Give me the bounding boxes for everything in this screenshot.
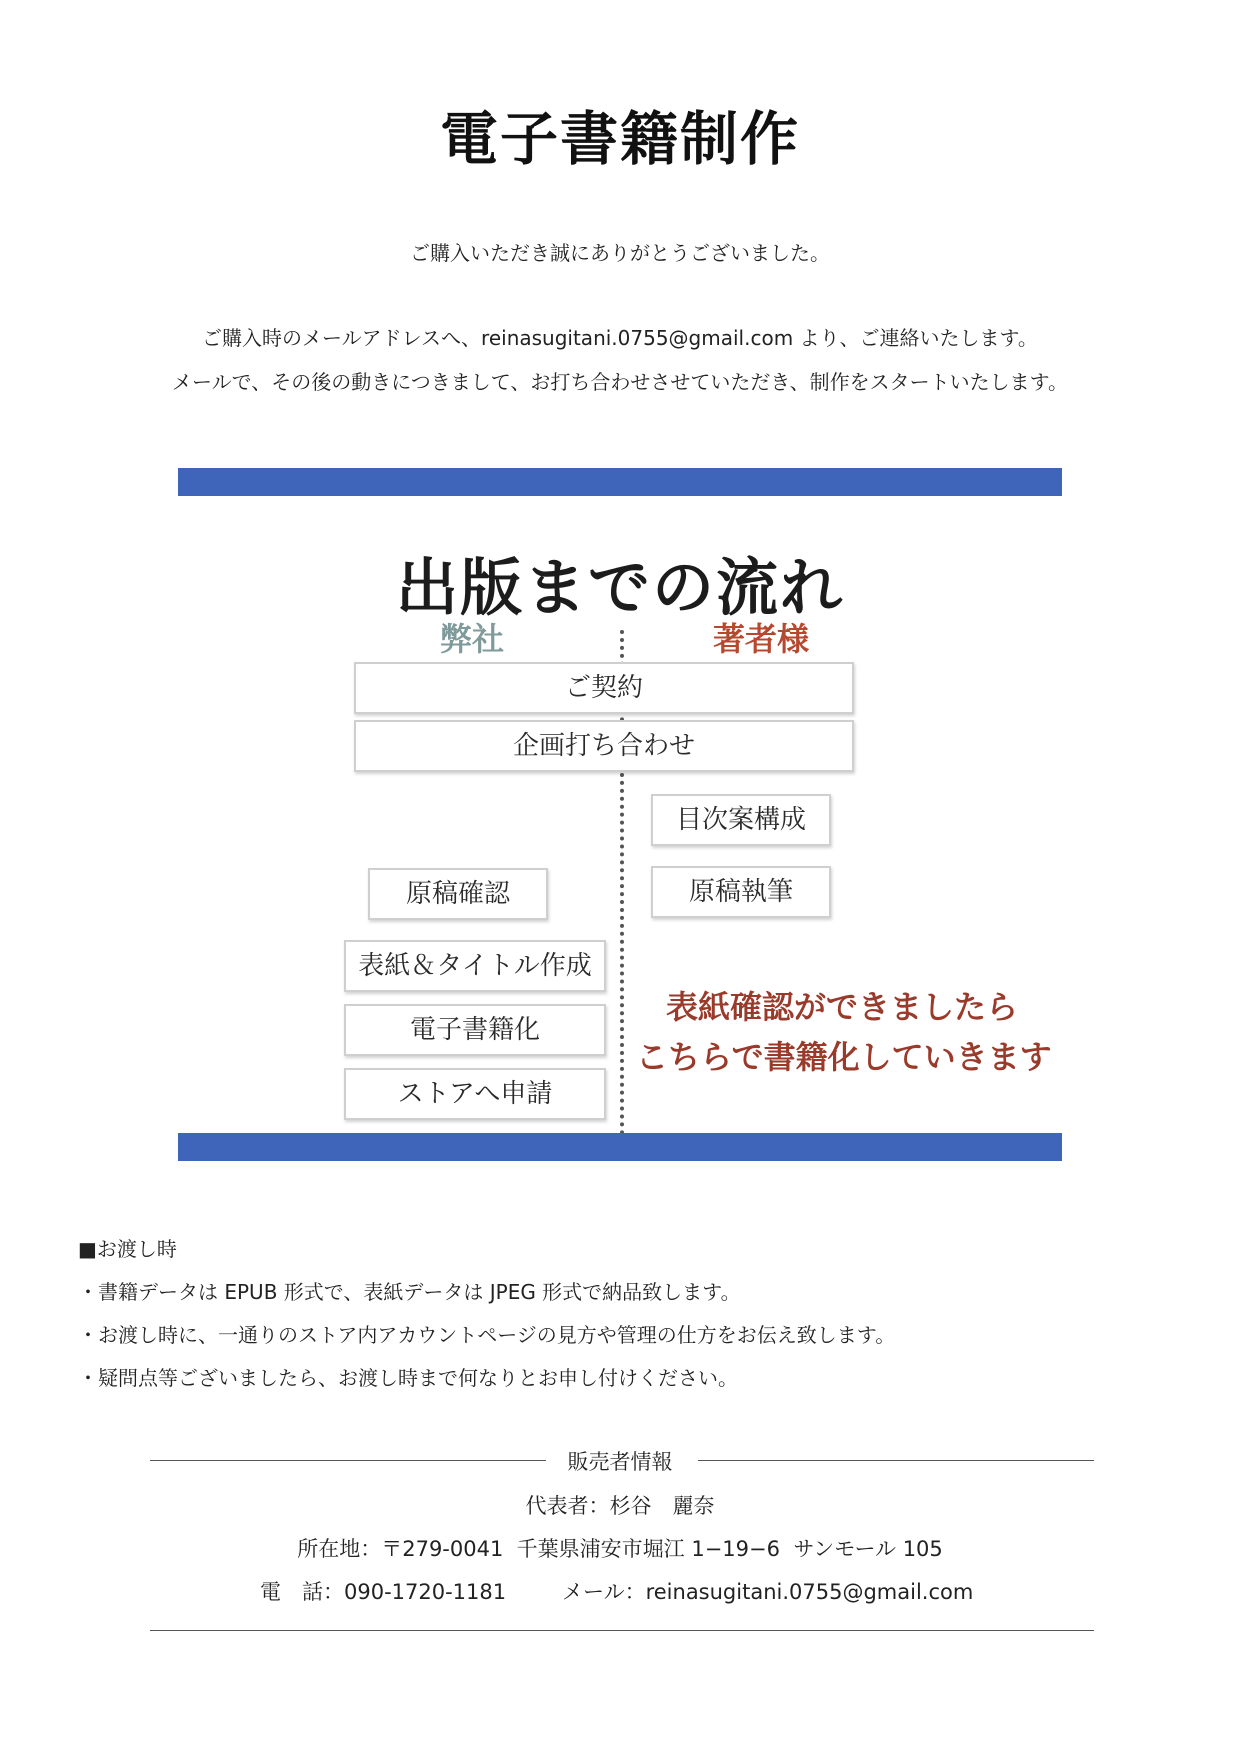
intro-line-2: メールで、その後の動きにつきまして、お打ち合わせさせていただき、制作をスタートいたします。 [172,370,1068,394]
step-manuscript-writing: 原稿執筆 [651,866,831,918]
column-head-author: 著者様 [713,620,810,658]
seller-heading: 販売者情報 [567,1450,673,1474]
bottom-blue-bar [178,1133,1062,1161]
column-head-company: 弊社 [440,620,505,658]
publishing-flow-figure [178,468,1062,1161]
page-title: 電子書籍制作 [439,105,800,173]
flow-title: 出版までの流れ [395,551,844,624]
seller-address: 所在地：〒279-0041 千葉県浦安市堀江 1−19−6 サンモール 105 [297,1537,943,1561]
flow-note-line-2: こちらで書籍化していきます [636,1038,1052,1076]
step-ebook-conversion: 電子書籍化 [344,1004,606,1056]
step-cover-and-title: 表紙＆タイトル作成 [344,940,606,992]
intro-line-1: ご購入時のメールアドレスへ、reinasugitani.0755@gmail.com より、ご連絡いたします。 [202,326,1038,350]
step-planning-meeting: 企画打ち合わせ [354,720,854,772]
seller-phone: 電 話：090-1720-1181 [260,1580,507,1604]
flow-note-line-1: 表紙確認ができましたら [666,988,1019,1026]
seller-representative: 代表者：杉谷 麗奈 [525,1494,715,1518]
step-toc-draft: 目次案構成 [651,794,831,846]
delivery-heading: ■お渡し時 [78,1237,177,1261]
thanks-message: ご購入いただき誠にありがとうございました。 [410,241,830,265]
step-contract: ご契約 [354,662,854,714]
seller-email: メール：reinasugitani.0755@gmail.com [562,1580,974,1604]
seller-rule-right [698,1460,1094,1461]
step-store-application: ストアへ申請 [344,1068,606,1120]
delivery-item: ・疑問点等ございましたら、お渡し時まで何なりとお申し付けください。 [78,1366,738,1390]
delivery-item: ・書籍データは EPUB 形式で、表紙データは JPEG 形式で納品致します。 [78,1280,741,1304]
top-blue-bar [178,468,1062,496]
step-manuscript-review: 原稿確認 [368,868,548,920]
delivery-item: ・お渡し時に、一通りのストア内アカウントページの見方や管理の仕方をお伝え致します。 [78,1323,896,1347]
seller-rule-bottom [150,1630,1094,1631]
